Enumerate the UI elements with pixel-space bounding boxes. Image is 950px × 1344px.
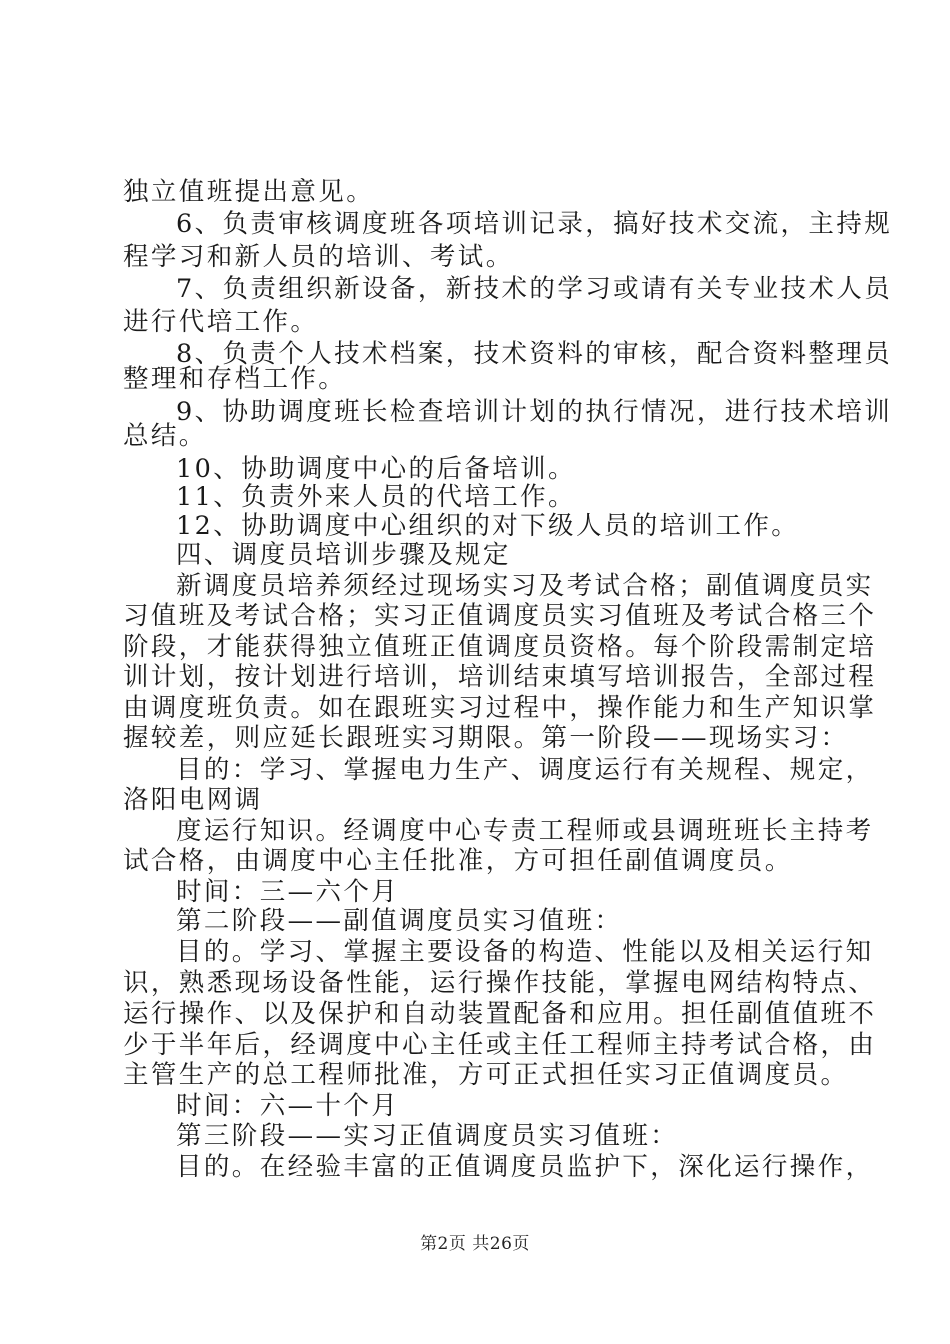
line-33: 目的。在经验丰富的正值调度员监护下，深化运行操作， xyxy=(176,1152,874,1182)
line-13: 四、调度员培训步骤及规定 xyxy=(176,540,511,570)
line-31: 时间：六—十个月 xyxy=(176,1091,400,1121)
line-18: 由调度班负责。如在跟班实习过程中，操作能力和生产知识掌 xyxy=(123,693,877,723)
line-06: 8、负责个人技术档案，技术资料的审核，配合资料整理员 xyxy=(176,339,893,369)
line-16: 阶段，才能获得独立值班正值调度员资格。每个阶段需制定培 xyxy=(123,632,877,662)
line-04: 7、负责组织新设备，新技术的学习或请有关专业技术人员 xyxy=(176,274,893,304)
line-09: 总结。 xyxy=(123,421,207,451)
line-08: 9、协助调度班长检查培训计划的执行情况，进行技术培训 xyxy=(176,397,893,427)
line-10: 10、协助调度中心的后备培训。 xyxy=(176,454,576,484)
line-32: 第三阶段——实习正值调度员实习值班： xyxy=(176,1121,679,1151)
line-01: 独立值班提出意见。 xyxy=(123,177,375,207)
line-11: 11、负责外来人员的代培工作。 xyxy=(176,482,576,512)
line-26: 目的。学习、掌握主要设备的构造、性能以及相关运行知 xyxy=(176,937,874,967)
line-28: 运行操作、以及保护和自动装置配备和应用。担任副值值班不 xyxy=(123,999,877,1029)
line-19: 握较差，则应延长跟班实习期限。第一阶段——现场实习： xyxy=(123,723,849,753)
line-14: 新调度员培养须经过现场实习及考试合格；副值调度员实 xyxy=(176,571,874,601)
line-03: 程学习和新人员的培训、考试。 xyxy=(123,242,514,272)
line-12: 12、协助调度中心组织的对下级人员的培训工作。 xyxy=(176,511,800,541)
line-23: 试合格，由调度中心主任批准，方可担任副值调度员。 xyxy=(123,846,793,876)
line-25: 第二阶段——副值调度员实习值班： xyxy=(176,906,623,936)
line-27: 识，熟悉现场设备性能，运行操作技能，掌握电网结构特点、 xyxy=(123,968,877,998)
line-15: 习值班及考试合格；实习正值调度员实习值班及考试合格三个 xyxy=(123,601,877,631)
line-05: 进行代培工作。 xyxy=(123,307,319,337)
line-20: 目的：学习、掌握电力生产、调度运行有关规程、规定， xyxy=(176,755,874,785)
line-21: 洛阳电网调 xyxy=(123,785,263,815)
line-30: 主管生产的总工程师批准，方可正式担任实习正值调度员。 xyxy=(123,1060,849,1090)
line-29: 少于半年后，经调度中心主任或主任工程师主持考试合格，由 xyxy=(123,1030,877,1060)
line-17: 训计划，按计划进行培训，培训结束填写培训报告，全部过程 xyxy=(123,662,877,692)
line-02: 6、负责审核调度班各项培训记录，搞好技术交流，主持规 xyxy=(176,209,893,239)
line-24: 时间：三—六个月 xyxy=(176,877,400,907)
line-22: 度运行知识。经调度中心专责工程师或县调班班长主持考 xyxy=(176,816,874,846)
line-07: 整理和存档工作。 xyxy=(123,364,347,394)
page-footer: 第2页 共26页 xyxy=(420,1234,530,1254)
